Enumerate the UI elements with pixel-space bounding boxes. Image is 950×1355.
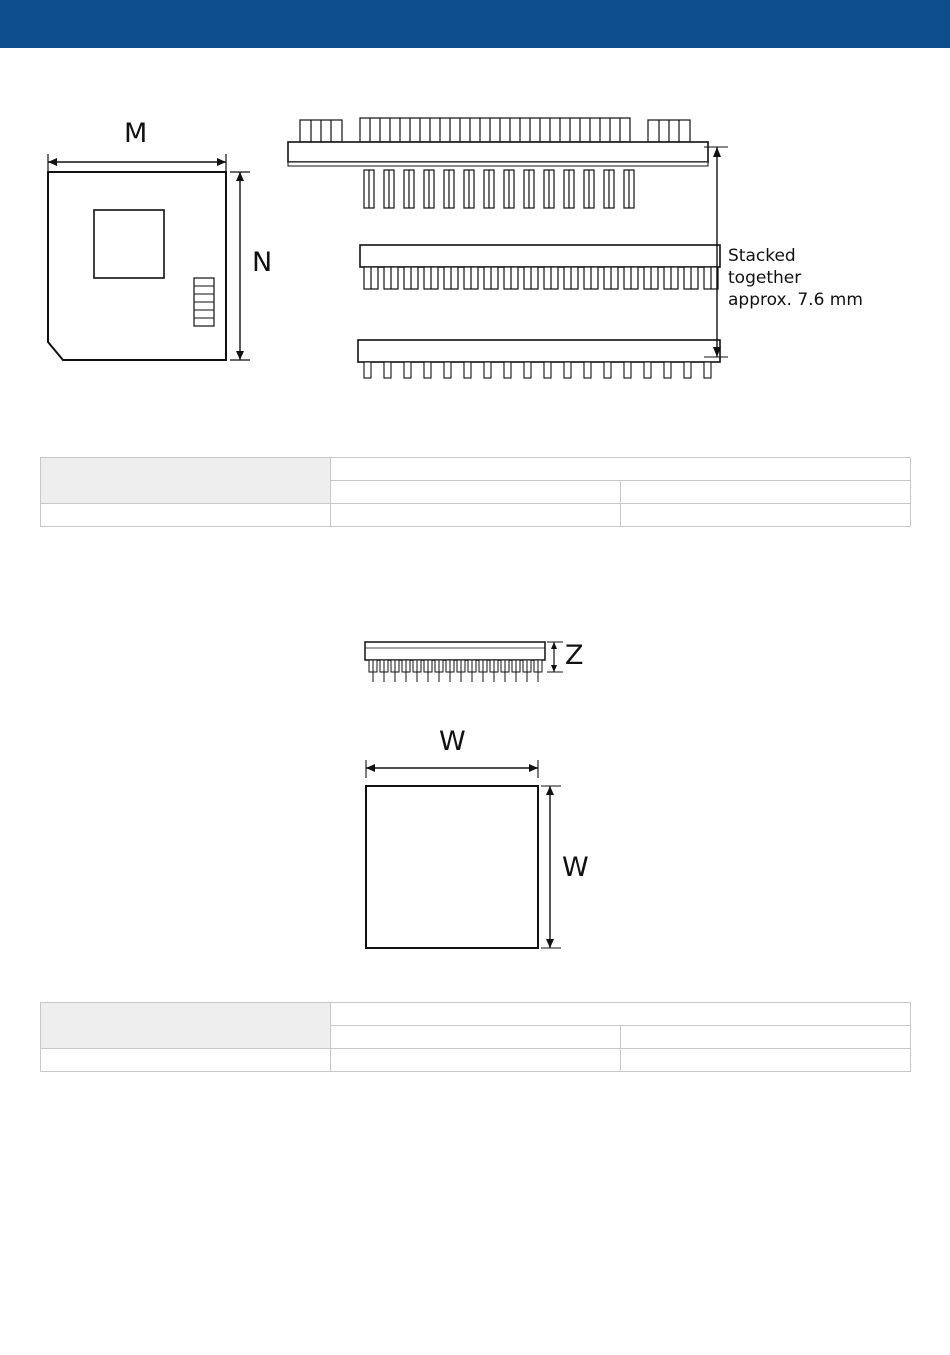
table-row — [41, 504, 911, 527]
table-cell — [331, 504, 621, 527]
stacked-note-line3: approx. 7.6 mm — [728, 290, 863, 310]
table-cell — [41, 458, 331, 504]
page-header-banner — [0, 0, 950, 48]
table-cell — [331, 1026, 621, 1049]
dimension-label-m: M — [124, 118, 148, 149]
table-cell — [331, 458, 911, 481]
table-cell — [621, 1026, 911, 1049]
stacked-side-view-figure — [280, 105, 940, 405]
dimension-table-lower — [40, 1002, 911, 1072]
table-cell — [41, 1049, 331, 1072]
socket-side-view-figure — [355, 630, 605, 710]
table-cell — [331, 481, 621, 504]
package-top-view-figure — [30, 110, 280, 390]
table-cell — [331, 1049, 621, 1072]
table-cell — [41, 504, 331, 527]
dimension-table-upper — [40, 457, 911, 527]
socket-top-view-figure — [350, 726, 610, 970]
table-cell — [621, 481, 911, 504]
dimension-label-w-width: W — [439, 726, 467, 757]
table-cell — [621, 504, 911, 527]
table-cell — [41, 1003, 331, 1049]
table-row — [41, 458, 911, 481]
table-row — [41, 1049, 911, 1072]
stacked-note-line2: together — [728, 268, 802, 288]
table-row — [41, 1003, 911, 1026]
table-cell — [331, 1003, 911, 1026]
dimension-label-z: Z — [565, 640, 584, 671]
stacked-note-line1: Stacked — [728, 246, 796, 266]
dimension-label-w-height: W — [562, 852, 590, 883]
table-cell — [621, 1049, 911, 1072]
dimension-label-n: N — [252, 247, 273, 278]
